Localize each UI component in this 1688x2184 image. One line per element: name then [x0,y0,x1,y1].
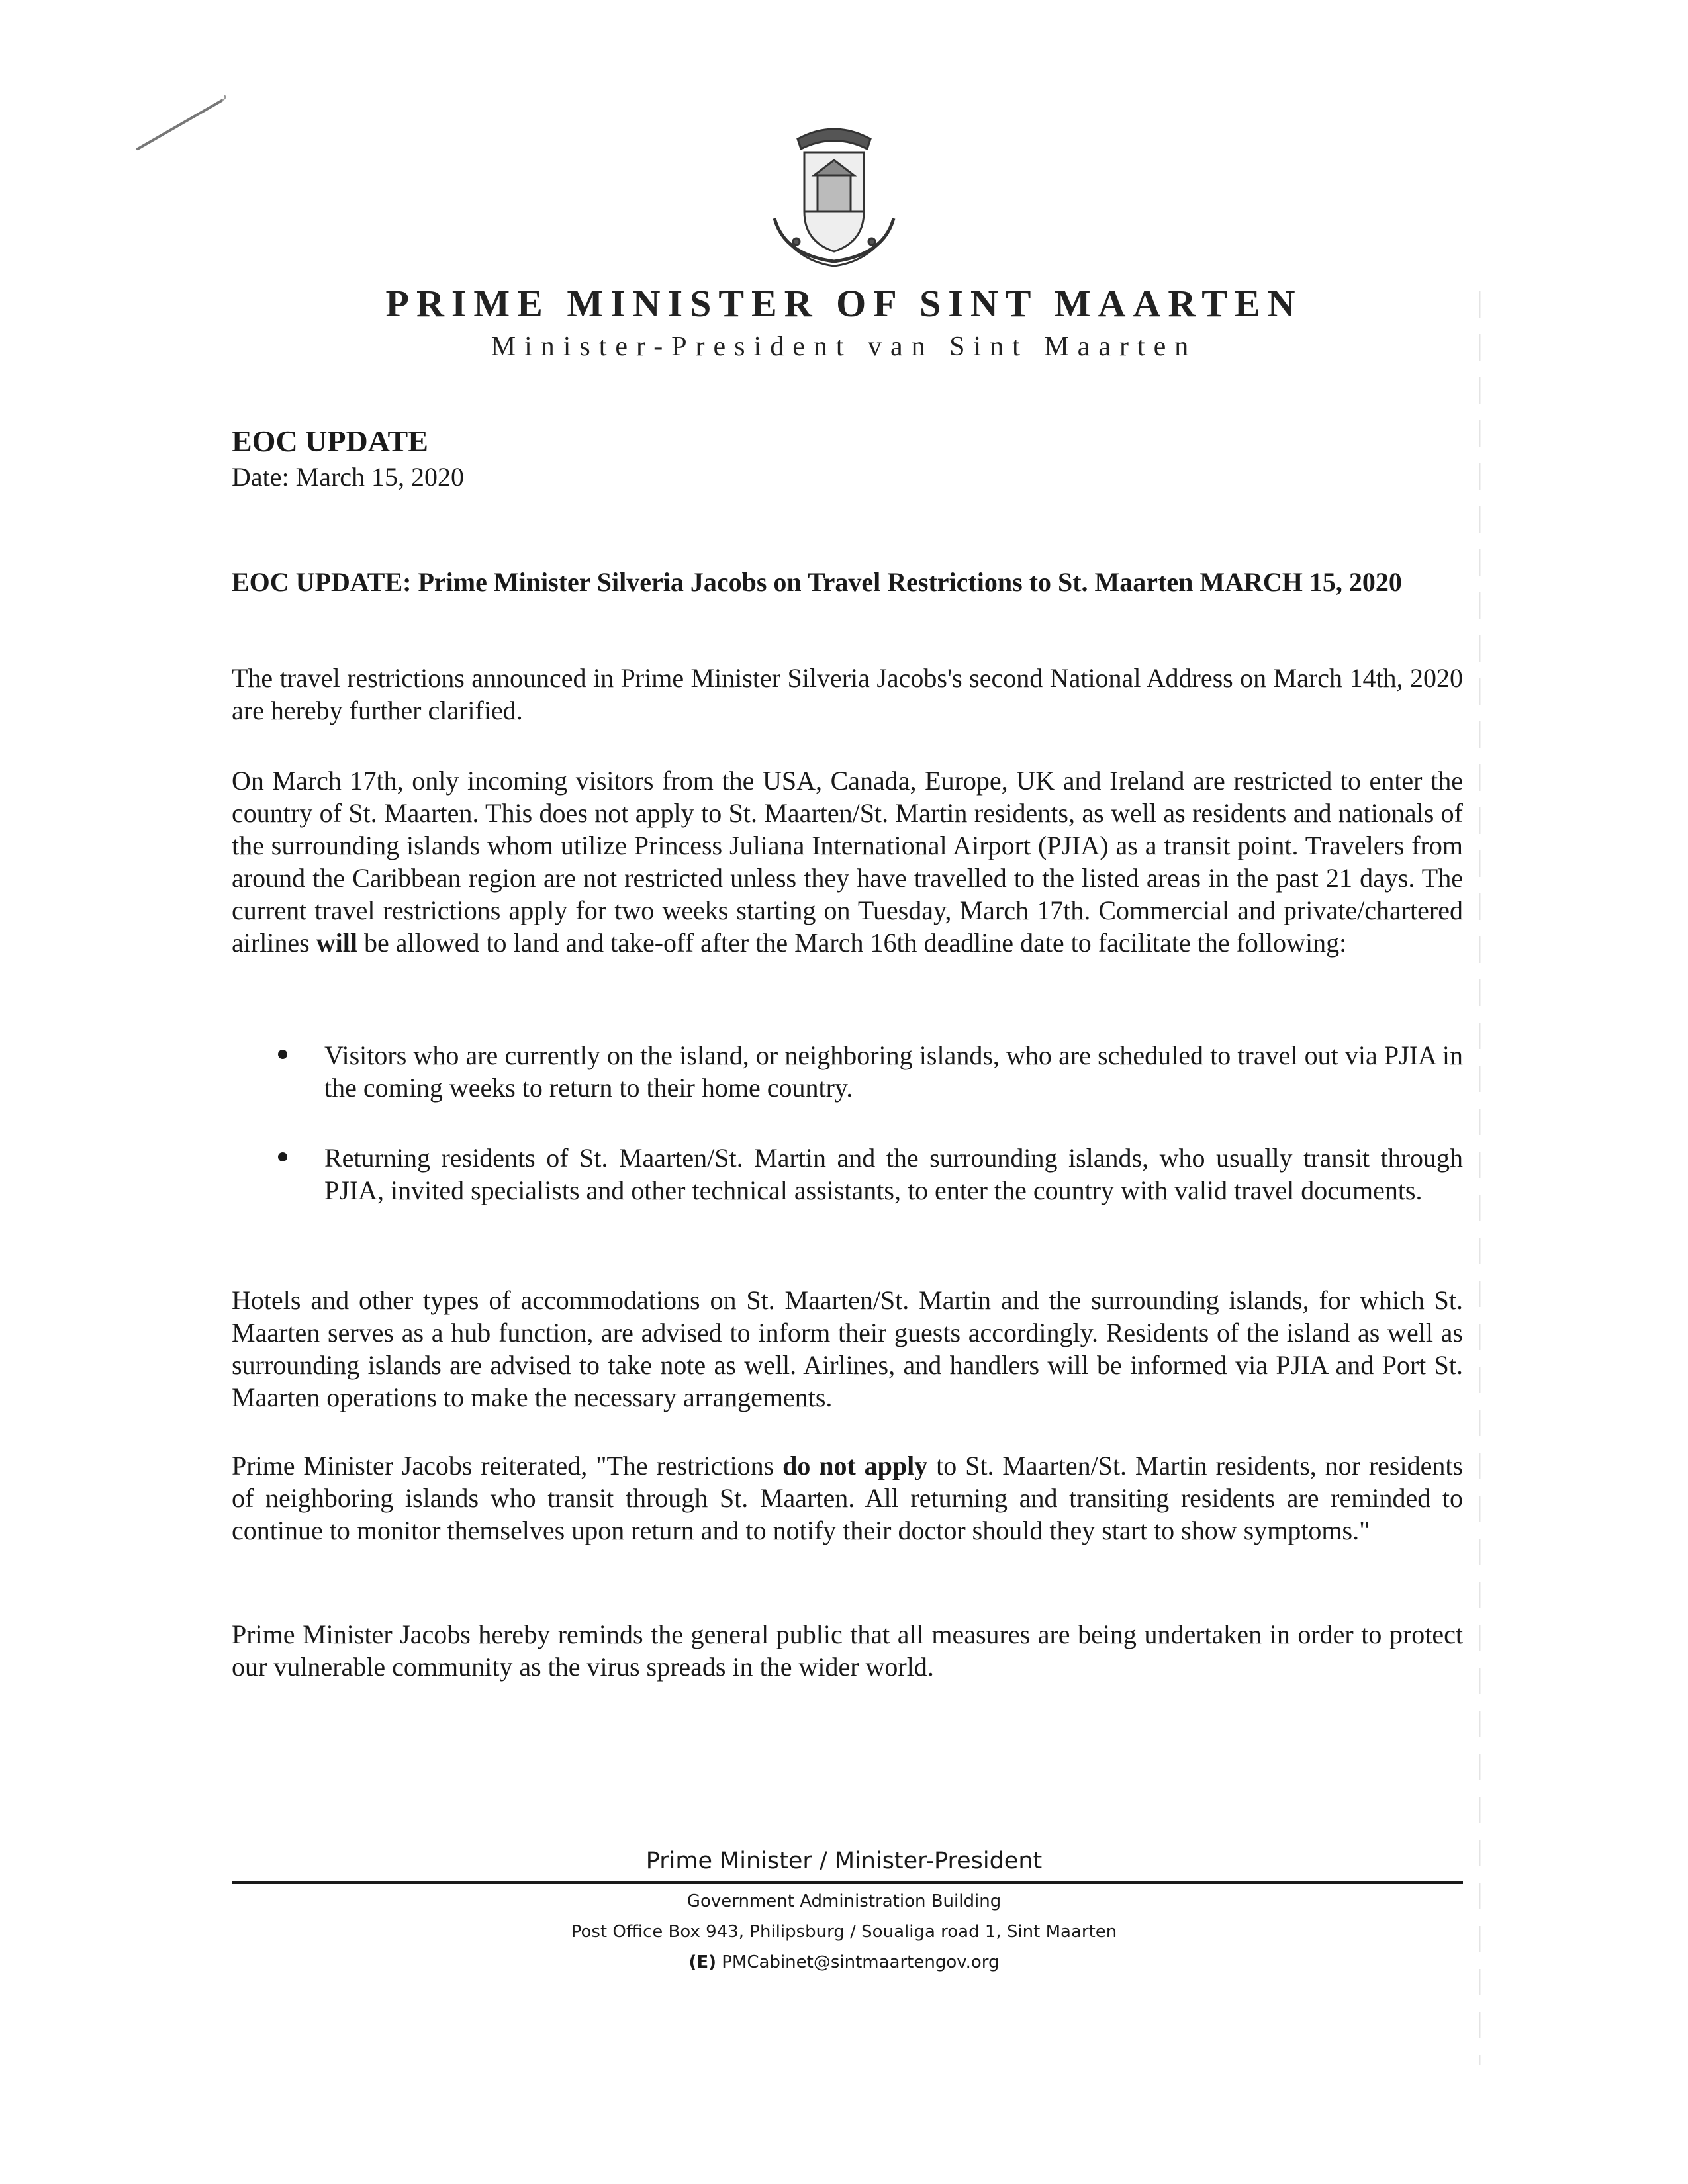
bullet-icon [278,1152,287,1161]
letterhead-title: PRIME MINISTER OF SINT MAARTEN [385,282,1303,325]
footer-address: Post Office Box 943, Philipsburg / Soualiga road 1, Sint Maarten [571,1922,1117,1942]
paragraph-quote-text-2: to St. Maarten/St. Martin residents, nor residents of neighboring islands who transit through St. Maarten. All returning and transiting residents are reminded to continue to monitor themselves upon return and to notify their doctor should they start to show symptoms." [232,1451,1464,1545]
list-item-text: Returning residents of St. Maarten/St. Martin and the surrounding islands, who usually transit through PJIA, invited specialists and other technical assistants, to enter the country with valid travel documents. [324,1143,1463,1205]
footer-email-line [0,1952,1688,1972]
paragraph-quote-emphasis: do not apply [782,1451,928,1480]
footer-email-label: (E) [688,1952,716,1972]
coat-of-arms-crest [758,113,910,271]
pen-scratch-mark [132,93,232,159]
footer-title: Prime Minister / Minister-President [645,1848,1043,1874]
paragraph-hotels: Hotels and other types of accommodations on St. Maarten/St. Martin and the surrounding islands, for which St. Maarten serves as a hub function, are advised to inform their guests accordingly. Residents of the island as well as surrounding islands are advised to take note as well. Airlines, and handlers will be informed via PJIA and Port St. Maarten operations to make the necessary arrangements. [232,1285,1463,1412]
footer-building: Government Administration Building [686,1891,1002,1911]
paragraph-restrictions-text-2: be allowed to land and take-off after the March 16th deadline date to facilitate the following: [363,928,1347,958]
paragraph-closing: Prime Minister Jacobs hereby reminds the general public that all measures are being undertaken in order to protect our vulnerable community as the virus spreads in the wider world. [232,1619,1463,1682]
list-item-text: Visitors who are currently on the island, or neighboring islands, who are scheduled to travel out via PJIA in the coming weeks to return to their home country. [324,1040,1463,1103]
document-headline: EOC UPDATE: Prime Minister Silveria Jacobs on Travel Restrictions to St. Maarten MARCH 15, 2020 [232,567,1402,597]
paragraph-restrictions-emphasis: will [316,928,357,958]
paragraph-restrictions [232,764,1463,959]
list-item [278,1039,1463,1104]
bullet-icon [278,1050,287,1059]
list-item [278,1142,1463,1206]
paragraph-quote [232,1449,1463,1547]
footer-email-link[interactable]: PMCabinet@sintmaartengov.org [722,1952,1000,1972]
update-date: Date: March 15, 2020 [232,462,465,492]
paragraph-quote-text-1: Prime Minister Jacobs reiterated, "The restrictions [232,1451,774,1480]
letterhead-subtitle: Minister-President van Sint Maarten [491,332,1197,362]
paragraph-restrictions-text-1: On March 17th, only incoming visitors from the USA, Canada, Europe, UK and Ireland are restricted to enter the country of St. Maarten. This does not apply to St. Maarten/St. Martin residents, as well as residents and nationals of the surrounding islands whom utilize Princess Juliana International Airport (PJIA) as a transit point. Travelers from around the Caribbean region are not restricted unless they have travelled to the listed areas in the past 21 days. The current travel restrictions apply for two weeks starting on Tuesday, March 17th. Commercial and private/chartered airlines [232,766,1463,958]
footer-divider [232,1881,1463,1884]
scan-edge-line [1479,291,1481,2065]
paragraph-intro: The travel restrictions announced in Prime Minister Silveria Jacobs's second National Address on March 14th, 2020 are hereby further clarified. [232,663,1463,725]
update-label: EOC UPDATE [232,424,428,458]
